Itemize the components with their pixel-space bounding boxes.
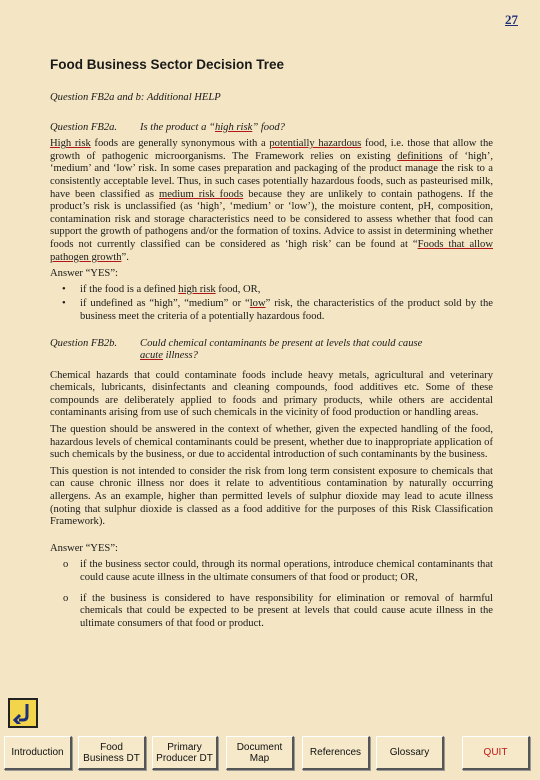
question-fb2b (50, 338, 493, 363)
nav-label: Introduction (11, 747, 64, 758)
page-number[interactable]: 27 (505, 12, 518, 27)
answer-list-a (50, 284, 493, 324)
text: of ‘high’, ‘medium’ and ‘low’ risk. In some cases preparation and packaging of the product manage the risk to a consistently acceptable level. Thus, in such cases potentially hazardous foods, such as pasteurised milk, have been classified as (50, 150, 493, 200)
nav-quit-button[interactable] (462, 736, 530, 770)
link-definitions[interactable]: definitions (397, 150, 443, 162)
text: if the food is a defined (80, 283, 179, 295)
list-item (50, 298, 493, 323)
list-item (50, 284, 493, 297)
text: ” risk, the characteristics of the product sold by the business meet the criteria of a potentially hazardous food. (80, 298, 493, 322)
paragraph-high-risk (50, 138, 493, 264)
question-label: Question FB2a. (50, 121, 118, 133)
nav-introduction-button[interactable] (4, 736, 72, 770)
answer-label: Answer “YES”: (50, 542, 118, 554)
nav-document-map-button[interactable] (226, 736, 294, 770)
link-potentially-hazardous[interactable]: potentially hazardous (269, 138, 362, 150)
page-title: Food Business Sector Decision Tree (50, 57, 285, 72)
link-foods-allow-pathogen-growth[interactable]: Foods that allow pathogen growth (50, 238, 493, 263)
text: foods are generally synonymous with a (90, 138, 270, 150)
nav-food-business-dt-button[interactable] (78, 736, 146, 770)
question-fb2a (50, 122, 493, 135)
link-medium-risk-foods[interactable]: medium risk foods (158, 188, 244, 200)
list-item: o if the business sector could, through its normal operations, introduce chemical contaminants that could cause acute illness in the ultimate consumers of that food or product; OR, (50, 559, 493, 584)
question-text-part: illness? (162, 350, 198, 362)
nav-label-line: Document (236, 741, 283, 753)
nav-primary-producer-dt-button[interactable] (152, 736, 218, 770)
link-high-risk[interactable]: high risk (178, 283, 216, 295)
paragraph-context: The question should be answered in the context of whether, given the expected handling of the food, hazardous levels of chemical contaminants could be present, whether due to inappropriate application of such chemicals by the business, or due to accidental introduction of such contaminants by the business. (50, 424, 493, 461)
nav-label: Glossary (389, 747, 430, 758)
nav-label-line: Primary (167, 741, 202, 753)
answer-list-b (50, 559, 493, 630)
question-text-part: Could chemical contaminants be present at levels that could cause (140, 337, 423, 349)
nav-label (237, 742, 283, 764)
paragraph-chronic-illness: This question is not intended to consider the risk from long term consistent exposure to chemicals that can cause chronic illness nor does it relate to adventitious contamination by naturally occurring allergens. As an example, higher than permitted levels of sulphur dioxide may lead to acute illness (noting that sulphur dioxide is classed as a food additive for the purposes of this Risk Classification Framework). (50, 465, 493, 528)
nav-label-line: Food (100, 741, 123, 753)
nav-references-button[interactable] (302, 736, 370, 770)
text: food, i.e. those that allow the growth of pathogenic microorganisms. The Framework relies on existing (50, 138, 494, 162)
link-high-risk[interactable]: high risk (214, 121, 253, 133)
question-text (140, 338, 422, 363)
list-item: o if the business is considered to have responsibility for elimination or removal of harmful chemicals that could be expected to be present at levels that could cause acute illness in the ultimate consumers of that food or product. (50, 593, 493, 631)
nav-label: QUIT (483, 747, 508, 758)
link-high-risk[interactable]: High risk (50, 138, 91, 150)
question-text (140, 122, 285, 135)
nav-label (156, 742, 213, 764)
navigation-bar (0, 736, 540, 772)
paragraph-chemical-hazards: Chemical hazards that could contaminate foods include heavy metals, agricultural and veterinary chemicals, lubricants, disinfectants and cleaning compounds, food additives etc. Some of these compounds are deliberately applied to foods and primary products, while others are accidental contaminants arising from use of such chemicals in the vicinity of food production or handling areas. (50, 369, 493, 419)
nav-label-line: Map (249, 752, 270, 764)
sub-heading: Question FB2a and b: Additional HELP (50, 92, 221, 103)
question-text-part: ” food? (252, 121, 285, 133)
back-button[interactable] (8, 698, 38, 728)
nav-glossary-button[interactable] (376, 736, 444, 770)
nav-label (83, 742, 140, 764)
return-arrow-icon (13, 702, 33, 724)
link-acute[interactable]: acute (140, 350, 163, 362)
nav-label-line: Producer DT (156, 752, 213, 764)
nav-label: References (309, 747, 362, 758)
nav-label-line: Business DT (83, 752, 140, 764)
link-low[interactable]: low (249, 298, 266, 310)
question-label: Question FB2b. (50, 337, 118, 349)
question-text-part: Is the product a “ (140, 121, 215, 133)
text: food, OR, (215, 283, 261, 295)
answer-label: Answer “YES”: (50, 268, 118, 280)
text: ”. (121, 251, 129, 263)
text: because they are unlikely to contain pathogens. If the product’s risk is unclassified (as ‘high’, ‘medium’ or ‘low’), the moisture content, pH, composition, contamination risk and storage characteristics need to be considered to assess whether that food can support the growth of pathogens and/or the formation of toxins. Advice to assist in determining whether foods not currently classified can be considered as ‘high risk’ can be found at “ (50, 188, 493, 250)
text: if undefined as “high”, “medium” or “ (80, 298, 250, 310)
content-area (50, 92, 493, 638)
